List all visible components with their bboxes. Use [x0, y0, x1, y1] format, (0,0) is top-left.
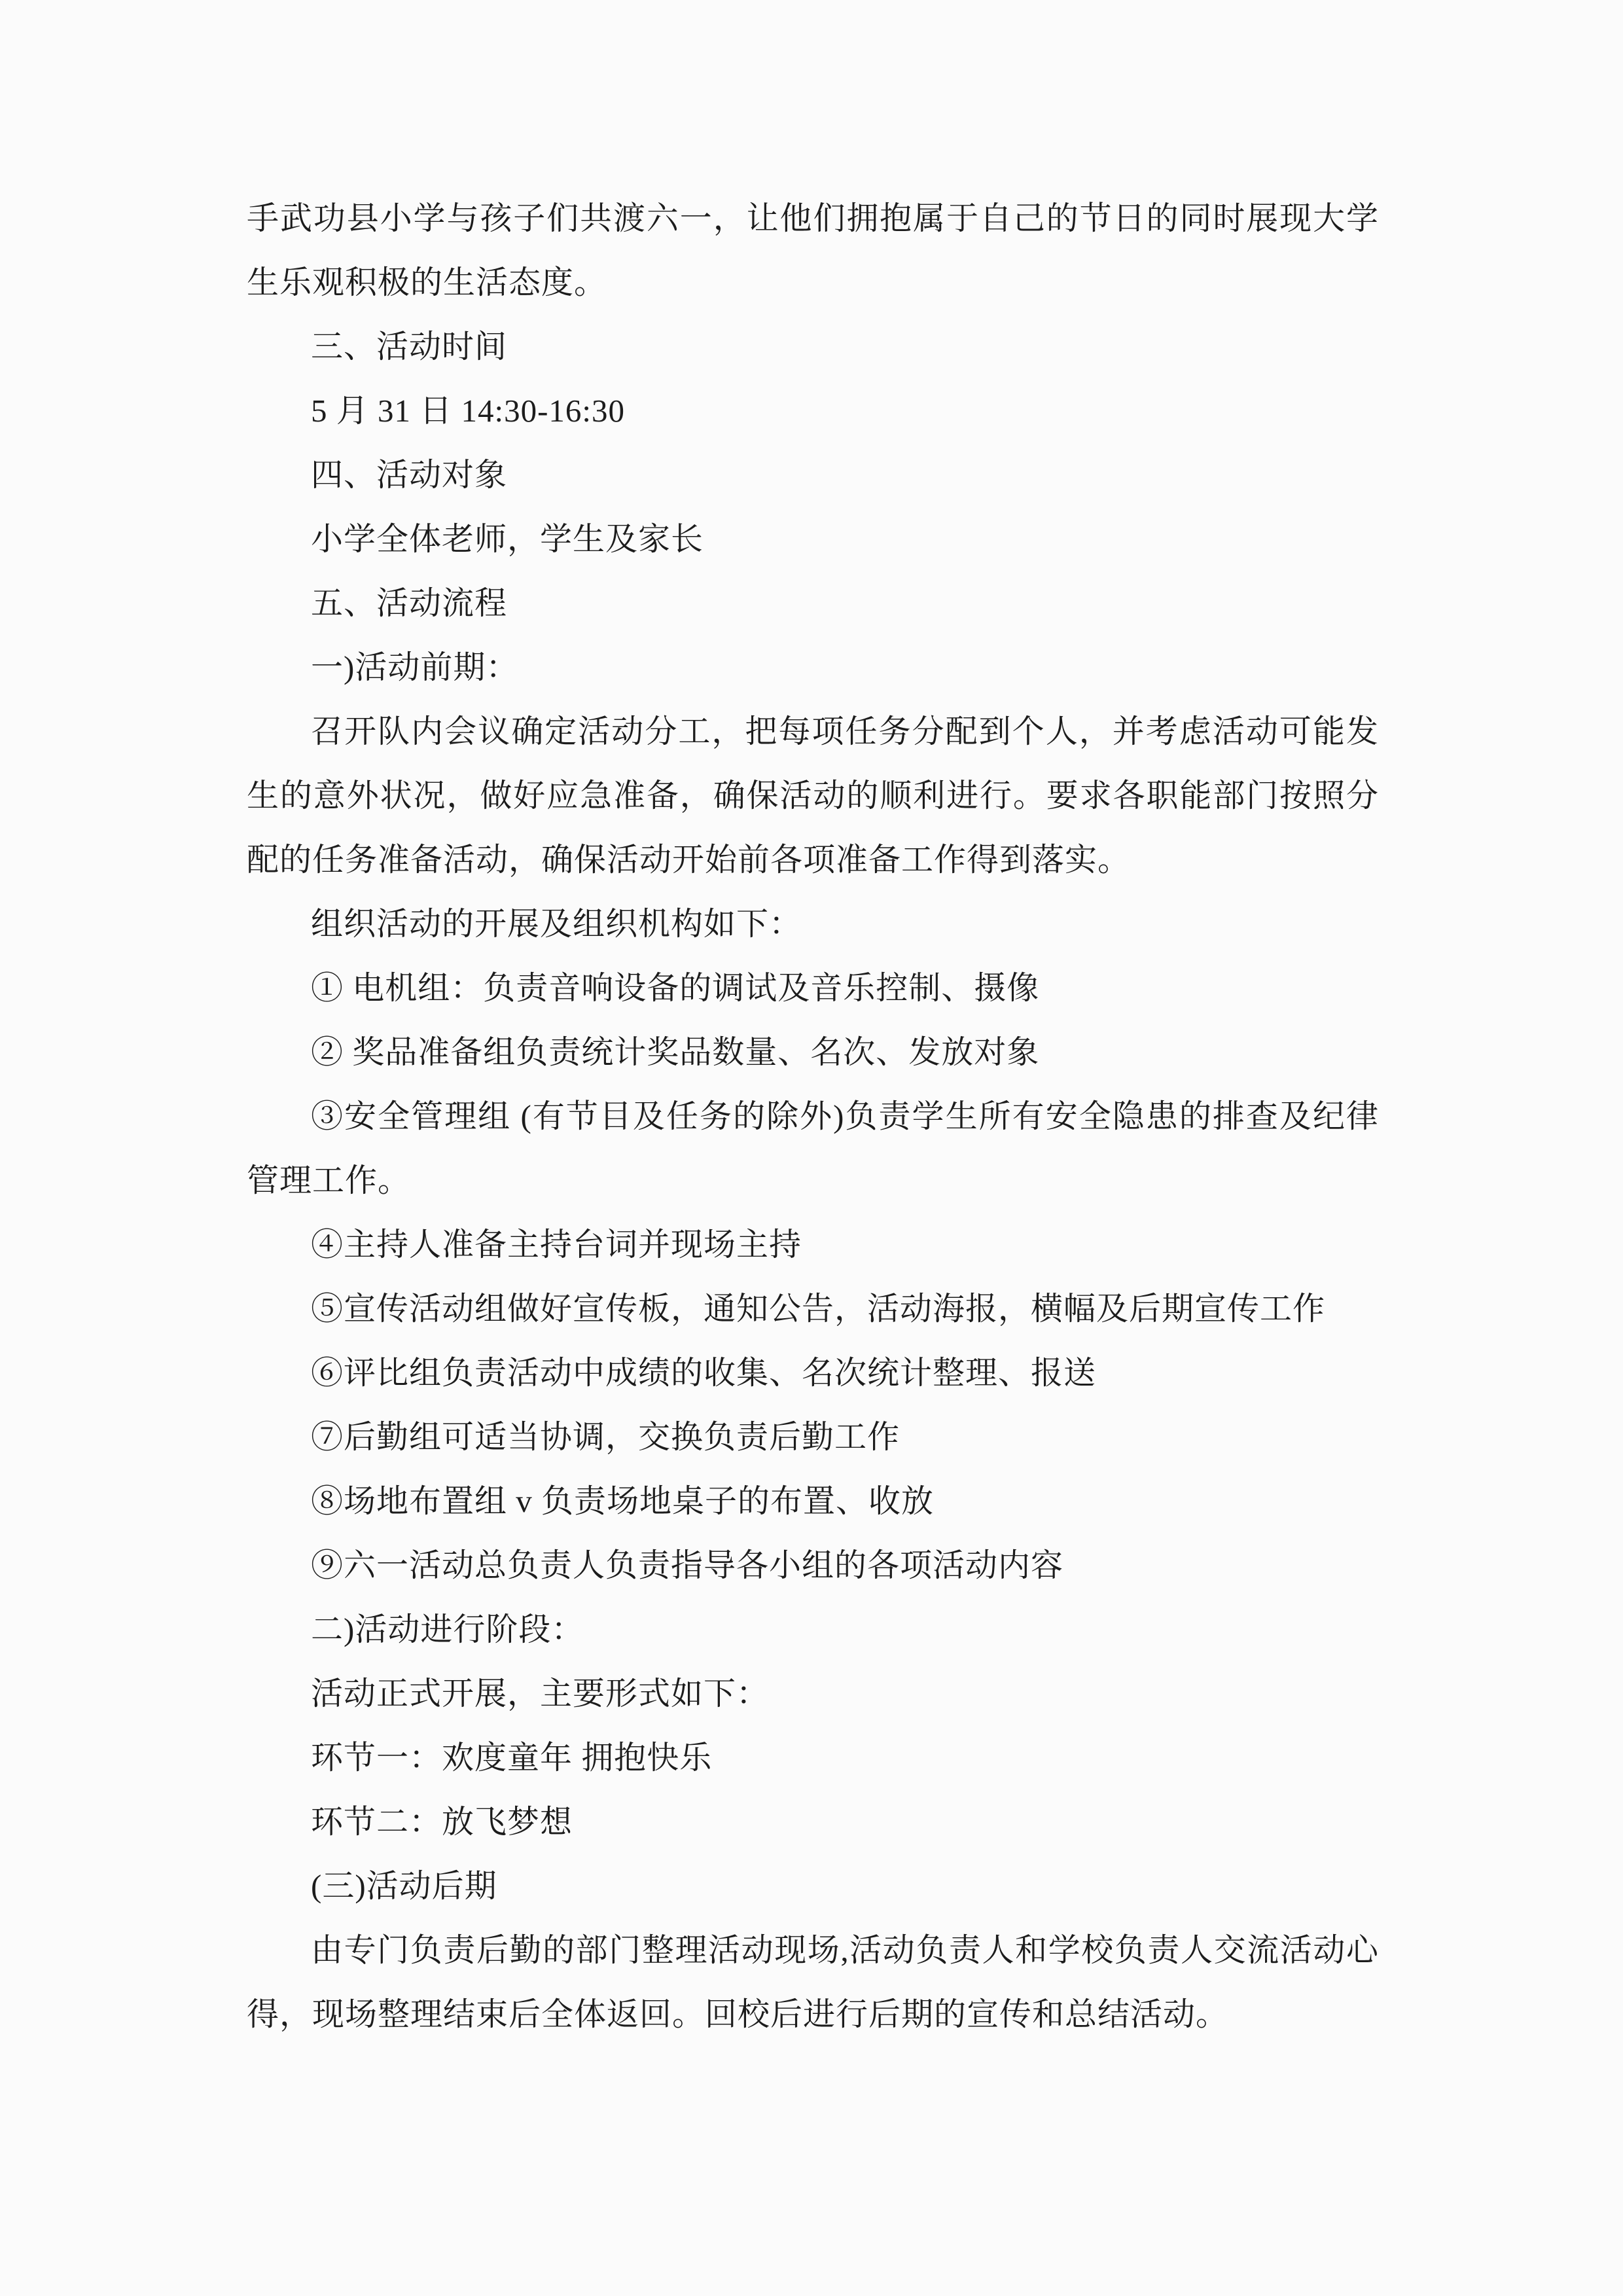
paragraph: 手武功县小学与孩子们共渡六一，让他们拥抱属于自己的节日的同时展现大学生乐观积极的生活态度。	[247, 200, 1379, 300]
paragraph: 由专门负责后勤的部门整理活动现场,活动负责人和学校负责人交流活动心得，现场整理结束后全体返回。回校后进行后期的宣传和总结活动。	[247, 1932, 1379, 2032]
document-body	[247, 187, 1379, 2047]
list-item: ⑦后勤组可适当协调，交换负责后勤工作	[311, 1419, 901, 1455]
list-item: ② 奖品准备组负责统计奖品数量、名次、发放对象	[311, 1034, 1040, 1070]
list-item: ① 电机组：负责音响设备的调试及音乐控制、摄像	[311, 970, 1040, 1006]
list-item: ④主持人准备主持台词并现场主持	[311, 1227, 802, 1263]
paragraph: 组织活动的开展及组织机构如下：	[311, 906, 802, 942]
paragraph: 环节一：欢度童年 拥抱快乐	[311, 1740, 713, 1776]
paragraph: 活动正式开展，主要形式如下：	[311, 1676, 770, 1712]
subsection-heading: (三)活动后期	[311, 1868, 497, 1904]
paragraph: 小学全体老师，学生及家长	[311, 521, 704, 557]
paragraph: 环节二：放飞梦想	[311, 1804, 573, 1840]
section-heading: 五、活动流程	[311, 585, 508, 621]
subsection-heading: 二)活动进行阶段：	[311, 1611, 584, 1647]
list-item: ⑤宣传活动组做好宣传板，通知公告，活动海报，横幅及后期宣传工作	[311, 1291, 1326, 1327]
subsection-heading: 一)活动前期：	[311, 649, 519, 685]
paragraph: 召开队内会议确定活动分工，把每项任务分配到个人，并考虑活动可能发生的意外状况，做好应急准备，确保活动的顺利进行。要求各职能部门按照分配的任务准备活动，确保活动开始前各项准备工作得到落实。	[247, 713, 1379, 878]
list-item: ③安全管理组 (有节目及任务的除外)负责学生所有安全隐患的排查及纪律管理工作。	[247, 1098, 1379, 1198]
list-item: ⑥评比组负责活动中成绩的收集、名次统计整理、报送	[311, 1355, 1097, 1391]
list-item: ⑧场地布置组 v 负责场地桌子的布置、收放	[311, 1483, 935, 1519]
section-heading: 三、活动时间	[311, 329, 508, 365]
section-heading: 四、活动对象	[311, 457, 508, 493]
list-item: ⑨六一活动总负责人负责指导各小组的各项活动内容	[311, 1547, 1064, 1583]
paragraph: 5 月 31 日 14:30-16:30	[311, 393, 626, 429]
